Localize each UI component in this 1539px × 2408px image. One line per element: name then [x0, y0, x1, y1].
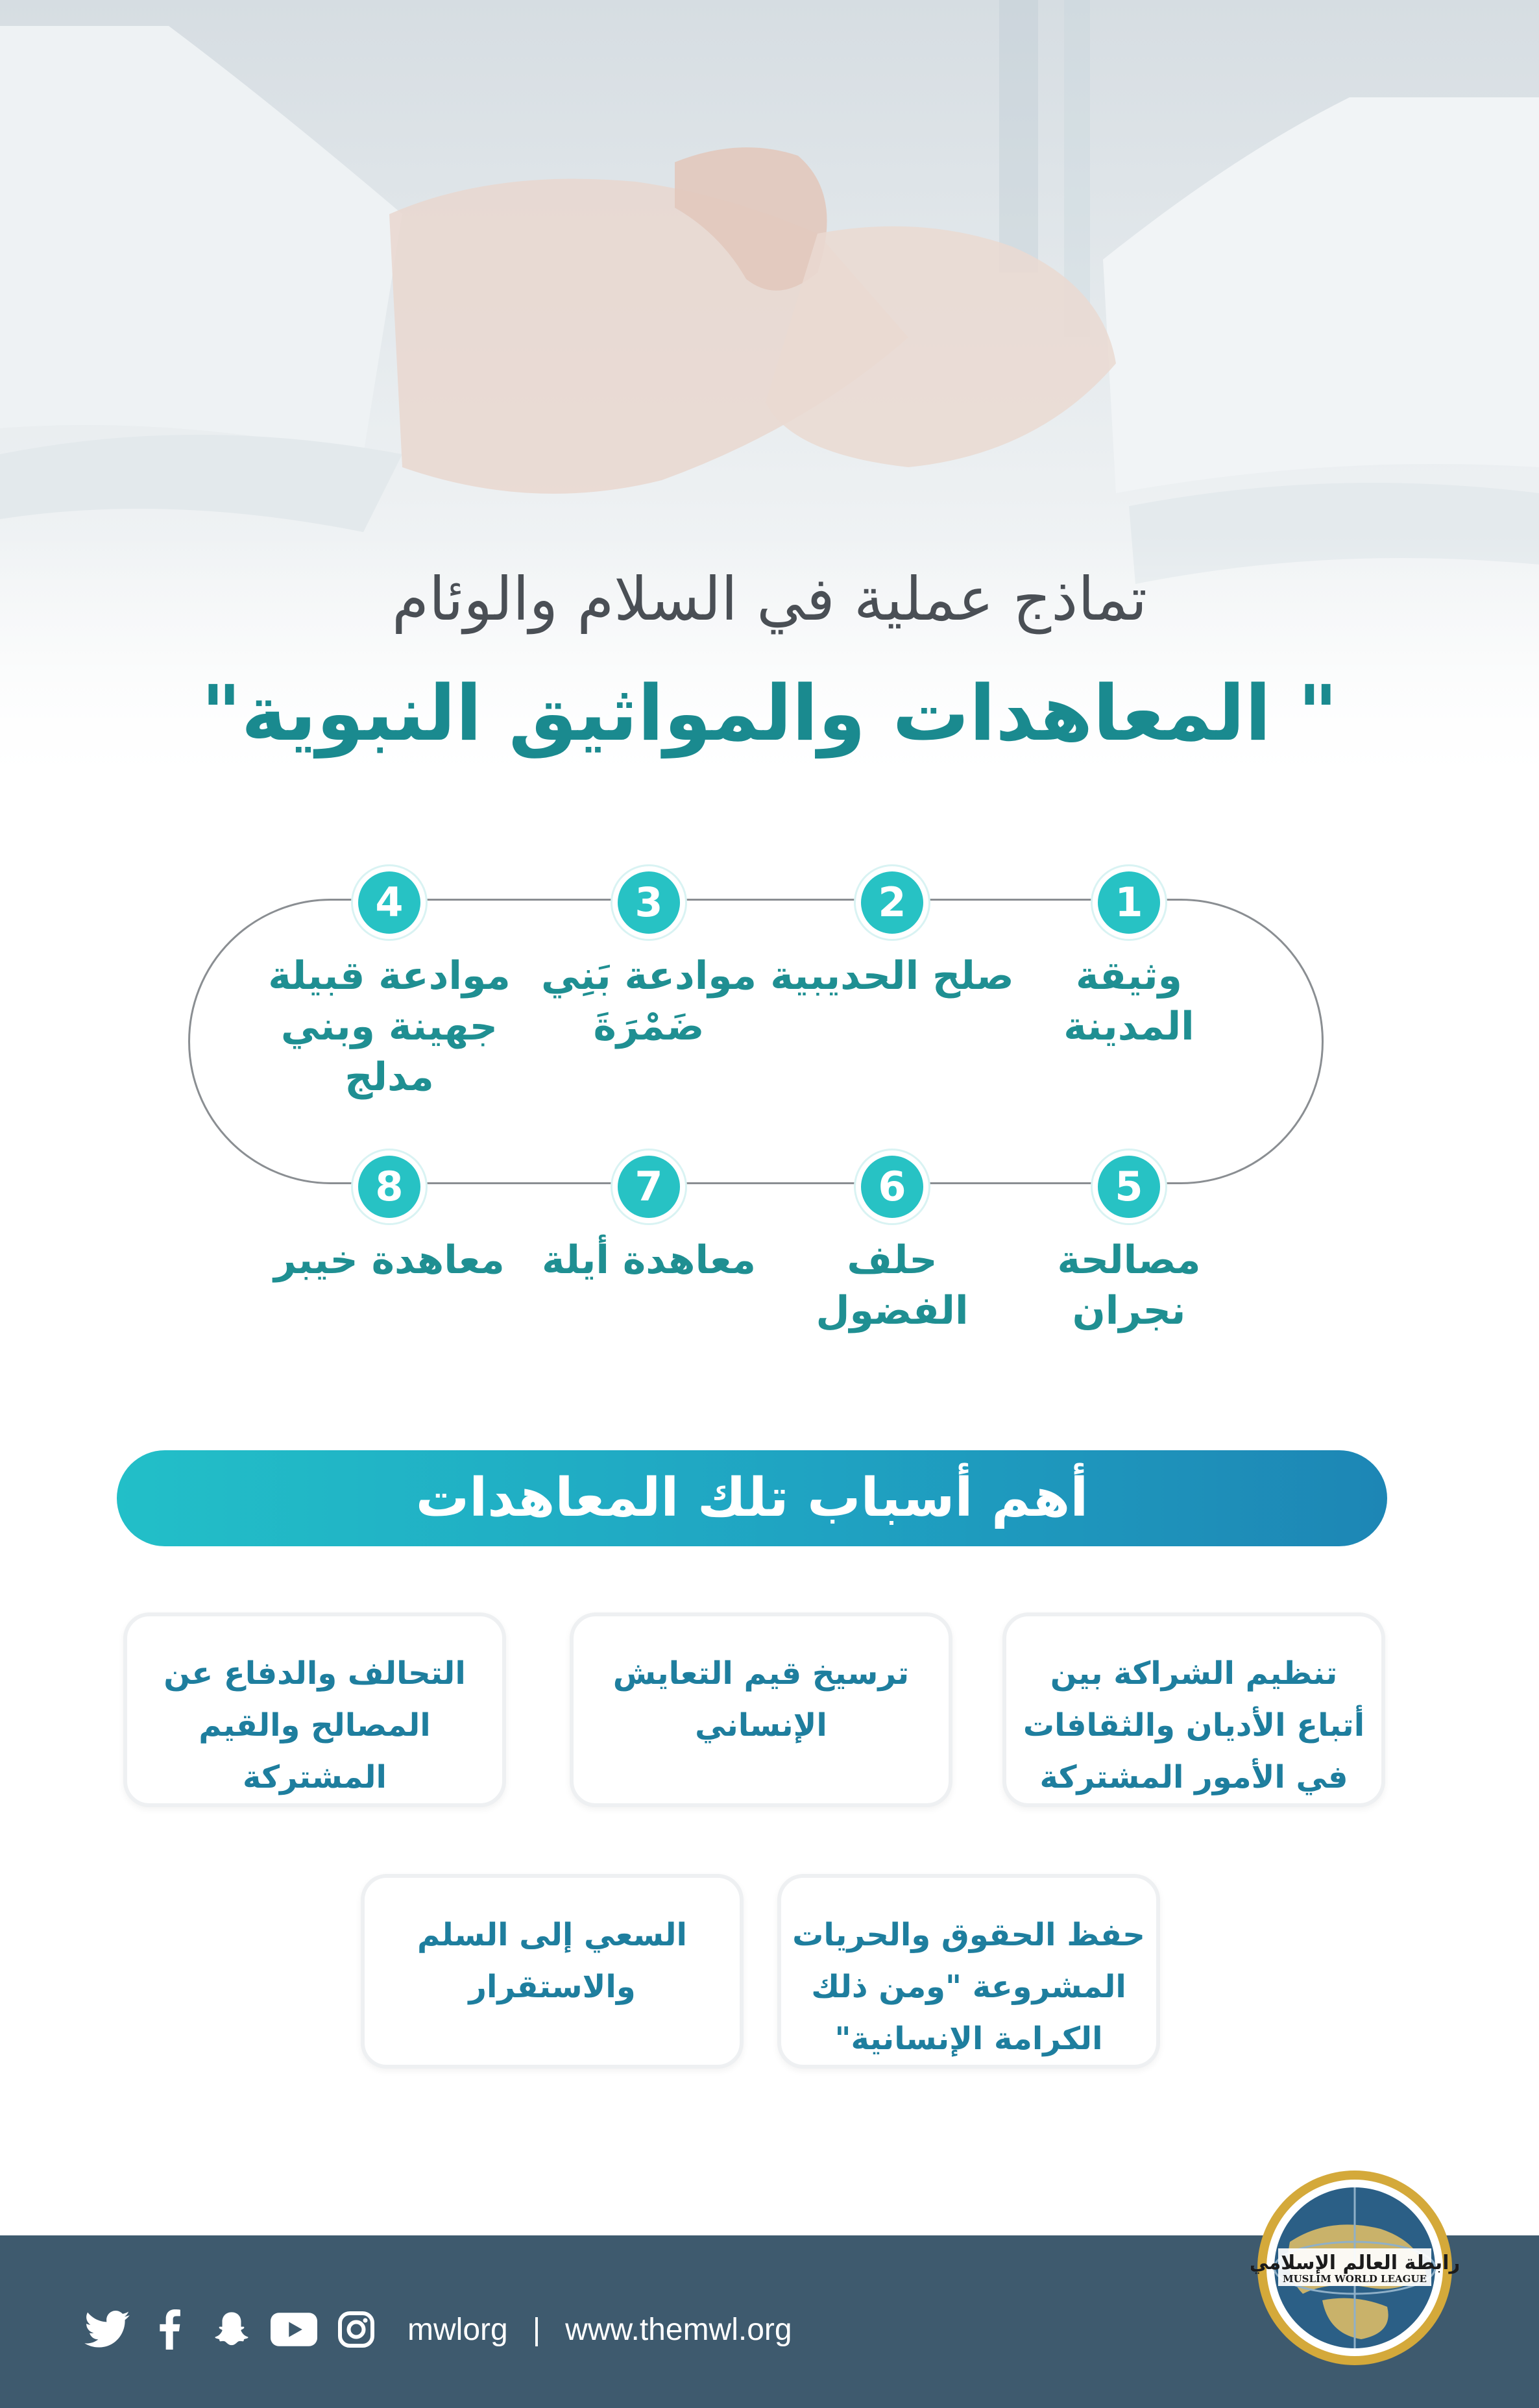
page-title: " المعاهدات والمواثيق النبوية"	[201, 668, 1338, 758]
treaty-label: وثيقة المدينة	[1063, 953, 1194, 1049]
treaty-label: معاهدة أيلة	[541, 1237, 757, 1283]
instagram-icon[interactable]	[332, 2309, 380, 2350]
treaty-item	[1006, 866, 1252, 1052]
reason-text: السعي إلى السلم والاستقرار	[417, 1917, 687, 2005]
treaty-item	[769, 1150, 1015, 1336]
subtitle: تماذج عملية في السلام والوئام	[391, 565, 1148, 634]
treaty-label: صلح الحديبية	[770, 953, 1014, 999]
treaty-item	[1006, 1150, 1252, 1336]
treaty-number-badge: 6	[856, 1150, 928, 1223]
snapchat-icon[interactable]	[208, 2309, 256, 2350]
treaty-item	[526, 1150, 772, 1285]
treaty-label: حلف الفضول	[816, 1237, 969, 1333]
twitter-icon[interactable]	[83, 2309, 131, 2350]
treaty-item	[526, 866, 772, 1052]
treaty-number-badge: 1	[1093, 866, 1165, 939]
youtube-icon[interactable]	[270, 2309, 318, 2350]
treaty-number-badge: 3	[612, 866, 685, 939]
treaty-number-badge: 7	[612, 1150, 685, 1223]
treaty-label: مصالحة نجران	[1057, 1237, 1201, 1333]
treaty-number-badge: 4	[353, 866, 426, 939]
social-links	[83, 2307, 792, 2352]
treaty-item	[266, 866, 513, 1102]
reason-card	[1002, 1612, 1385, 1807]
reason-card	[570, 1612, 952, 1807]
reason-card	[123, 1612, 506, 1807]
logo-arabic-text: رابطة العالم الإسلامي	[1251, 2252, 1459, 2274]
treaty-label: موادعة قبيلة جهينة وبني مدلج	[268, 953, 511, 1100]
logo-english-text: MUSLIM WORLD LEAGUE	[1282, 2273, 1427, 2285]
reason-text: التحالف والدفاع عن المصالح والقيم المشتركة	[164, 1655, 466, 1795]
treaty-label: موادعة بَنِي ضَمْرَةَ	[540, 953, 757, 1049]
treaty-number-badge: 2	[856, 866, 928, 939]
reasons-heading: أهم أسباب تلك المعاهدات	[117, 1450, 1387, 1546]
treaty-label: معاهدة خيبر	[274, 1237, 505, 1283]
mwl-logo	[1251, 2164, 1459, 2372]
treaty-item	[266, 1150, 513, 1285]
treaty-number-badge: 5	[1093, 1150, 1165, 1223]
footer-separator: |	[532, 2312, 541, 2347]
social-handle[interactable]: mwlorg	[407, 2312, 508, 2347]
facebook-icon[interactable]	[145, 2309, 193, 2350]
reason-text: ترسيخ قيم التعايش الإنساني	[612, 1655, 910, 1744]
reason-text: تنظيم الشراكة بين أتباع الأديان والثقافات في الأمور المشتركة	[1023, 1655, 1365, 1795]
treaty-item	[769, 866, 1015, 1001]
reason-card	[361, 1874, 744, 2069]
reason-card	[777, 1874, 1160, 2069]
reason-text: حفظ الحقوق والحريات المشروعة "ومن ذلك الكرامة الإنسانية"	[792, 1917, 1145, 2057]
website-link[interactable]: www.themwl.org	[565, 2312, 792, 2347]
treaty-number-badge: 8	[353, 1150, 426, 1223]
